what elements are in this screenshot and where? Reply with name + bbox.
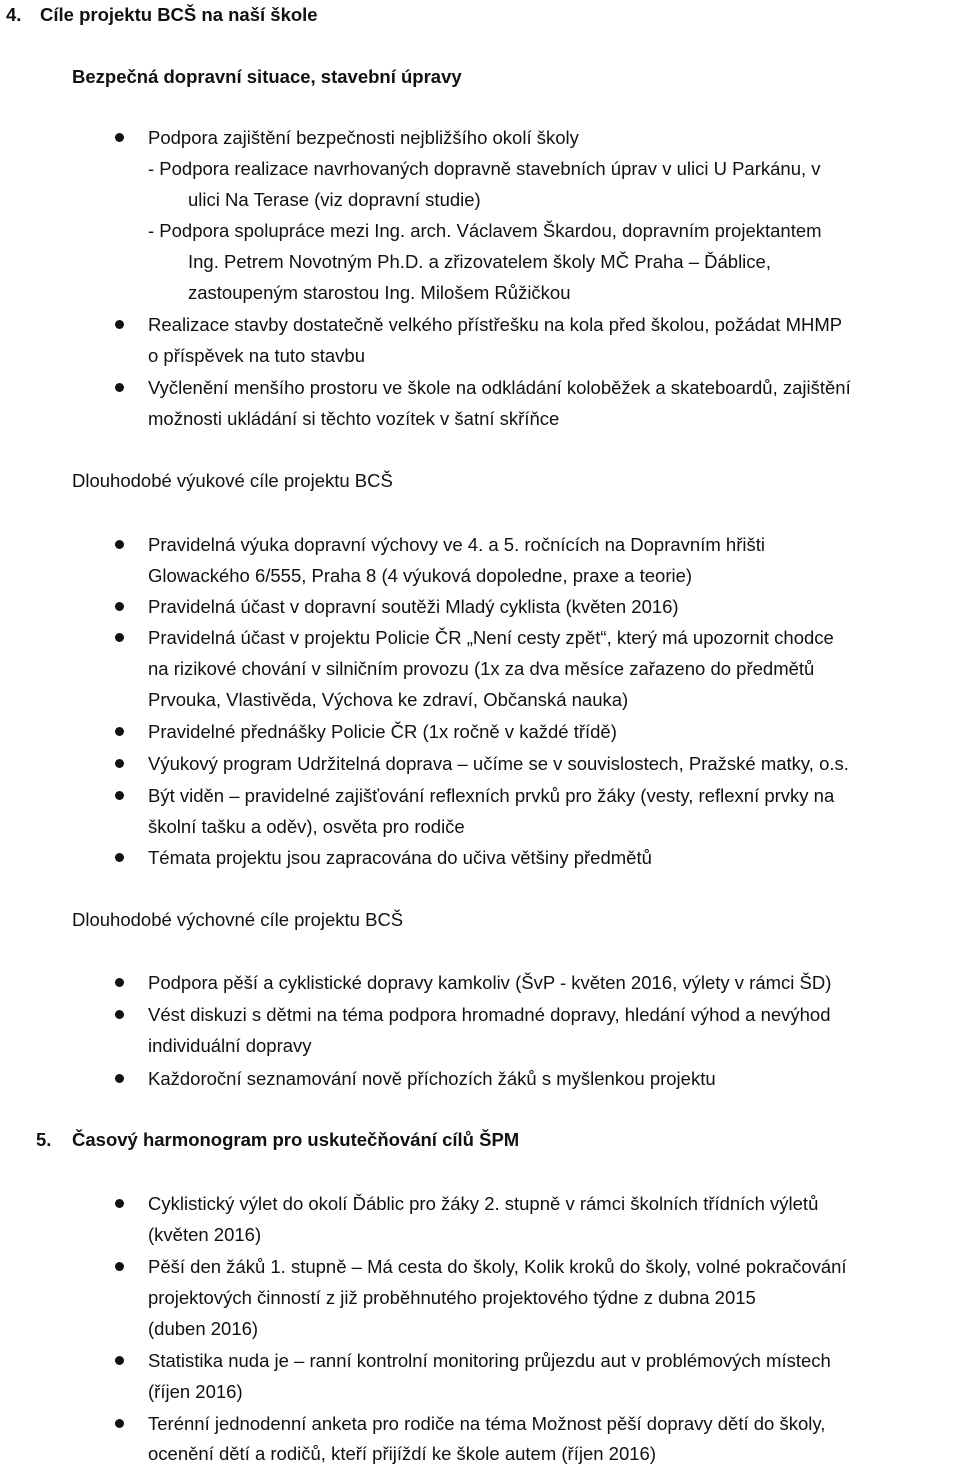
bullet-icon [115, 1356, 124, 1365]
list-item-line: Statistika nuda je – ranní kontrolní monitoring průjezdu aut v problémových místech [148, 1350, 831, 1371]
section-5-number: 5. [36, 1129, 52, 1150]
list-item-line: Pěší den žáků 1. stupně – Má cesta do školy, Kolik kroků do školy, volné pokračování [148, 1256, 847, 1277]
list-item-line: Podpora pěší a cyklistické dopravy kamkoliv (ŠvP - květen 2016, výlety v rámci ŠD) [148, 972, 832, 993]
list-item-line: ulici Na Terase (viz dopravní studie) [188, 189, 481, 210]
bullet-icon [115, 853, 124, 862]
section-4-title: Cíle projektu BCŠ na naší škole [40, 4, 318, 25]
bullet-icon [115, 320, 124, 329]
list-item-line: - Podpora spolupráce mezi Ing. arch. Václavem Škardou, dopravním projektantem [148, 220, 822, 241]
list-item-line: Terénní jednodenní anketa pro rodiče na téma Možnost pěší dopravy dětí do školy, [148, 1413, 826, 1434]
section-5-title: Časový harmonogram pro uskutečňování cílů ŠPM [72, 1129, 520, 1150]
list-item-line: o příspěvek na tuto stavbu [148, 345, 365, 366]
bullet-icon [115, 383, 124, 392]
bullet-icon [115, 759, 124, 768]
list-item-line: Pravidelná účast v dopravní soutěži Mladý cyklista (květen 2016) [148, 596, 679, 617]
list-item-line: školní tašku a oděv), osvěta pro rodiče [148, 816, 465, 837]
list-item-line: (květen 2016) [148, 1224, 262, 1245]
bullet-icon [115, 1262, 124, 1271]
list-item-line: možnosti ukládání si těchto vozítek v šatní skříňce [148, 408, 560, 429]
list-item-line: Ing. Petrem Novotným Ph.D. a zřizovatelem školy MČ Praha – Ďáblice, [188, 251, 771, 272]
list-item-line: Realizace stavby dostatečně velkého přístřešku na kola před školou, požádat MHMP [148, 314, 843, 335]
bullet-icon [115, 1419, 124, 1428]
list-item-line: - Podpora realizace navrhovaných dopravně stavebních úprav v ulici U Parkánu, v [148, 158, 821, 179]
list-item-line: projektových činností z již proběhnutého projektového týdne z dubna 2015 [148, 1287, 756, 1308]
bullet-icon [115, 1010, 124, 1019]
list-item-line: Vést diskuzi s dětmi na téma podpora hromadné dopravy, hledání výhod a nevýhod [148, 1004, 831, 1025]
bullet-icon [115, 978, 124, 987]
subsection-heading-upbringing-goals: Dlouhodobé výchovné cíle projektu BCŠ [72, 909, 404, 930]
bullet-icon [115, 727, 124, 736]
list-item-line: Témata projektu jsou zapracována do učiva většiny předmětů [148, 847, 652, 868]
list-item-line: zastoupeným starostou Ing. Milošem Růžičkou [188, 282, 571, 303]
list-item-line: Pravidelná výuka dopravní výchovy ve 4. a 5. ročnících na Dopravním hřišti [148, 534, 765, 555]
list-item-line: Glowackého 6/555, Praha 8 (4 výuková dopoledne, praxe a teorie) [148, 565, 693, 586]
list-item-line: Pravidelné přednášky Policie ČR (1x ročně v každé třídě) [148, 721, 617, 742]
subsection-heading-education-goals: Dlouhodobé výukové cíle projektu BCŠ [72, 470, 393, 491]
bullet-icon [115, 791, 124, 800]
list-item-line: Výukový program Udržitelná doprava – učíme se v souvislostech, Pražské matky, o.s. [148, 753, 849, 774]
list-item-line: Být viděn – pravidelné zajišťování reflexních prvků pro žáky (vesty, reflexní prvky na [148, 785, 835, 806]
bullet-icon [115, 602, 124, 611]
list-item-line: (duben 2016) [148, 1318, 259, 1339]
list-item-line: Pravidelná účast v projektu Policie ČR „Není cesty zpět“, který má upozornit chodce [148, 627, 834, 648]
list-item-line: Cyklistický výlet do okolí Ďáblic pro žáky 2. stupně v rámci školních třídních výletů [148, 1193, 819, 1214]
list-item-line: Každoroční seznamování nově příchozích žáků s myšlenkou projektu [148, 1068, 716, 1089]
bullet-icon [115, 133, 124, 142]
list-item-line: (říjen 2016) [148, 1381, 243, 1402]
list-item-line: Podpora zajištění bezpečnosti nejbližšího okolí školy [148, 127, 579, 148]
list-item-line: Vyčlenění menšího prostoru ve škole na odkládání koloběžek a skateboardů, zajištění [148, 377, 851, 398]
list-item-line: na rizikové chování v silničním provozu (1x za dva měsíce zařazeno do předmětů [148, 658, 815, 679]
bullet-icon [115, 633, 124, 642]
list-item-line: Prvouka, Vlastivěda, Výchova ke zdraví, Občanská nauka) [148, 689, 629, 710]
bullet-icon [115, 1199, 124, 1208]
bullet-icon [115, 540, 124, 549]
list-item-line: individuální dopravy [148, 1035, 312, 1056]
subsection-heading-traffic-safety: Bezpečná dopravní situace, stavební úpravy [72, 66, 462, 87]
section-4-number: 4. [6, 4, 22, 25]
bullet-icon [115, 1074, 124, 1083]
list-item-line: ocenění dětí a rodičů, kteří přijíždí ke škole autem (říjen 2016) [148, 1443, 656, 1464]
